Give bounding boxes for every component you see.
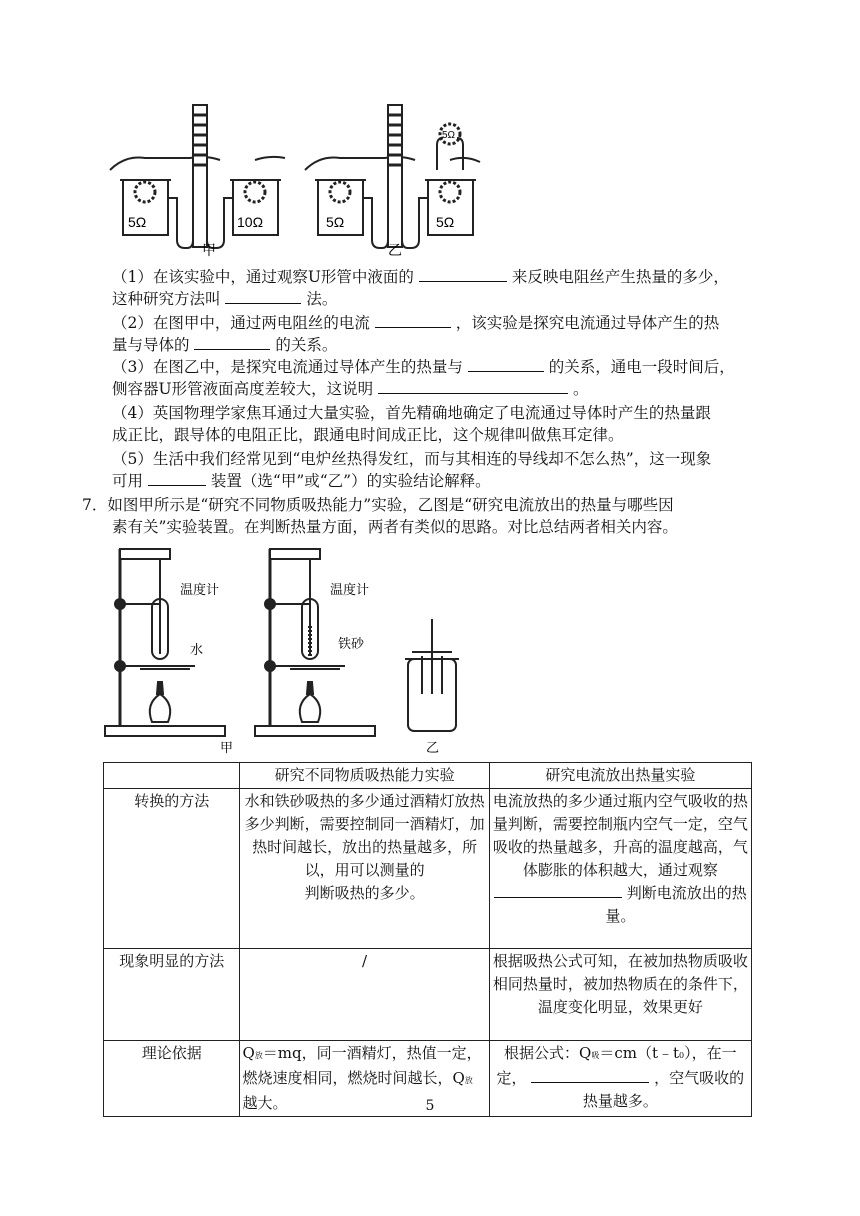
iron-sand-label: 铁砂 bbox=[338, 637, 365, 652]
q6-part1-blank2[interactable] bbox=[225, 289, 301, 304]
table-header-cell: 研究不同物质吸热能力实验 bbox=[240, 763, 489, 789]
table-blank-observe[interactable] bbox=[494, 883, 622, 898]
subscript: 0 bbox=[679, 1051, 685, 1060]
resistor-label-outside-yi: 5Ω bbox=[442, 130, 456, 141]
joule-apparatus-figure bbox=[105, 100, 485, 260]
q6-part2 bbox=[112, 312, 772, 356]
q6-part3-text-d: 。 bbox=[572, 380, 589, 398]
subscript: 放 bbox=[464, 1076, 473, 1085]
q6-part1-text-d: 法。 bbox=[306, 290, 338, 308]
q6-part1-text-a: （1）在该实验中，通过观察U形管中液面的 bbox=[112, 268, 414, 286]
q7-stem bbox=[82, 494, 782, 538]
table-cell: / bbox=[240, 949, 489, 1041]
table-header-cell bbox=[104, 763, 240, 789]
table-cell-text: 根据公式：Q bbox=[504, 1044, 592, 1062]
table-cell-text: ），在一定， bbox=[496, 1044, 737, 1087]
q6-part4 bbox=[112, 402, 772, 446]
q7-line2: 素有关”实验装置。在判断热量方面，两者有类似的思路。对比总结两者相关内容。 bbox=[112, 518, 678, 536]
table-row bbox=[104, 789, 752, 949]
table-cell bbox=[240, 789, 489, 949]
table-cell-text-end: 判断电流放出的热量。 bbox=[605, 884, 747, 925]
q6-part1-blank1[interactable] bbox=[419, 267, 507, 282]
figure-label-yi-bottom: 乙 bbox=[426, 741, 440, 756]
q6-part2-blank1[interactable] bbox=[375, 313, 451, 328]
subscript: 放 bbox=[254, 1051, 263, 1060]
q6-part5-text-c: 装置（选“甲”或“乙”）的实验结论解释。 bbox=[210, 472, 491, 490]
q6-part2-text-a: （2）在图甲中，通过两电阻丝的电流 bbox=[112, 314, 370, 332]
water-label: 水 bbox=[190, 643, 204, 658]
q6-part1-text-b: 来反映电阻丝产生热量的多少， bbox=[511, 268, 729, 286]
table-cell-text-end: 判断吸热的多少。 bbox=[304, 884, 425, 902]
table-row bbox=[104, 949, 752, 1041]
q7-number: 7． bbox=[82, 496, 108, 514]
table-blank-theory[interactable] bbox=[531, 1068, 649, 1083]
q6-part3-blank2[interactable] bbox=[378, 379, 568, 394]
q6-part3 bbox=[112, 356, 772, 400]
q6-part2-blank2[interactable] bbox=[194, 335, 270, 350]
table-row-label: 现象明显的方法 bbox=[104, 949, 240, 1041]
q6-part1 bbox=[112, 266, 772, 310]
table-cell-text: 电流放热的多少通过瓶内空气吸收的热量判断，需要控制瓶内空气一定，空气吸收的热量越多，升高的温度越高，气体膨胀的体积越大，通过观察 bbox=[492, 792, 748, 879]
q6-part1-text-c: 这种研究方法叫 bbox=[112, 290, 221, 308]
q6-part3-blank1[interactable] bbox=[468, 357, 544, 372]
table-row-label: 理论依据 bbox=[104, 1041, 240, 1117]
q6-part5-text-b: 可用 bbox=[112, 472, 144, 490]
resistor-label-left-jia: 5Ω bbox=[128, 214, 147, 230]
table-cell-text: 水和铁砂吸热的多少通过酒精灯放热多少判断，需要控制同一酒精灯，加热时间越长，放出的热量越多，所以，用可以测量的 bbox=[244, 792, 485, 879]
q7-line1: 如图甲所示是“研究不同物质吸热能力”实验，乙图是“研究电流放出的热量与哪些因 bbox=[107, 496, 674, 514]
q6-part5-blank[interactable] bbox=[148, 471, 206, 486]
q6-part2-text-c: 量与导体的 bbox=[112, 336, 190, 354]
q6-part3-text-a: （3）在图乙中，是探究电流通过导体产生的热量与 bbox=[112, 358, 463, 376]
table-cell-text: ＝cm（t﹣t bbox=[599, 1044, 680, 1062]
q6-part2-text-d: 的关系。 bbox=[275, 336, 338, 354]
q6-part4-text-b: 成正比，跟导体的电阻正比，跟通电时间成正比，这个规律叫做焦耳定律。 bbox=[112, 426, 624, 444]
figure-label-yi: 乙 bbox=[388, 243, 402, 259]
thermometer-label-1: 温度计 bbox=[180, 583, 220, 598]
table-cell-text: 越大。 bbox=[242, 1094, 288, 1112]
table-row-label: 转换的方法 bbox=[104, 789, 240, 949]
table-cell-text: ，空气吸收的热量越多。 bbox=[582, 1069, 745, 1110]
table-cell: 根据吸热公式可知，在被加热物质吸收相同热量时，被加热物质在的条件下，温度变化明显，效果更好 bbox=[489, 949, 751, 1041]
resistor-label-left-yi: 5Ω bbox=[326, 214, 345, 230]
figure-label-jia: 甲 bbox=[202, 243, 216, 259]
thermometer-label-2: 温度计 bbox=[330, 583, 370, 598]
table-cell bbox=[489, 789, 751, 949]
table-header-row bbox=[104, 763, 752, 789]
figure-label-jia-bottom: 甲 bbox=[220, 741, 234, 756]
heating-apparatus-figure bbox=[100, 544, 480, 756]
comparison-table bbox=[103, 762, 752, 1117]
q6-part3-text-b: 的关系，通电一段时间后， bbox=[548, 358, 735, 376]
q6-part2-text-b: ，该实验是探究电流通过导体产生的热 bbox=[455, 314, 720, 332]
q6-part5 bbox=[112, 448, 772, 492]
q6-part3-text-c: 侧容器U形管液面高度差较大，这说明 bbox=[112, 380, 374, 398]
resistor-label-right-yi: 5Ω bbox=[436, 214, 455, 230]
table-cell-text: ＝mq，同一酒精灯，热值一定，燃烧速度相同，燃烧时间越长，Q bbox=[242, 1044, 482, 1087]
table-cell-text: Q bbox=[242, 1044, 255, 1062]
q6-part5-text-a: （5）生活中我们经常见到“电炉丝热得发红，而与其相连的导线却不怎么热”，这一现象 bbox=[112, 450, 712, 468]
stand-base-1 bbox=[105, 726, 225, 736]
q6-part4-text-a: （4）英国物理学家焦耳通过大量实验，首先精确地确定了电流通过导体时产生的热量跟 bbox=[112, 404, 711, 422]
resistor-label-right-jia: 10Ω bbox=[237, 214, 264, 230]
table-header-cell: 研究电流放出热量实验 bbox=[489, 763, 751, 789]
page-number: 5 bbox=[425, 1098, 435, 1114]
subscript: 吸 bbox=[591, 1051, 600, 1060]
